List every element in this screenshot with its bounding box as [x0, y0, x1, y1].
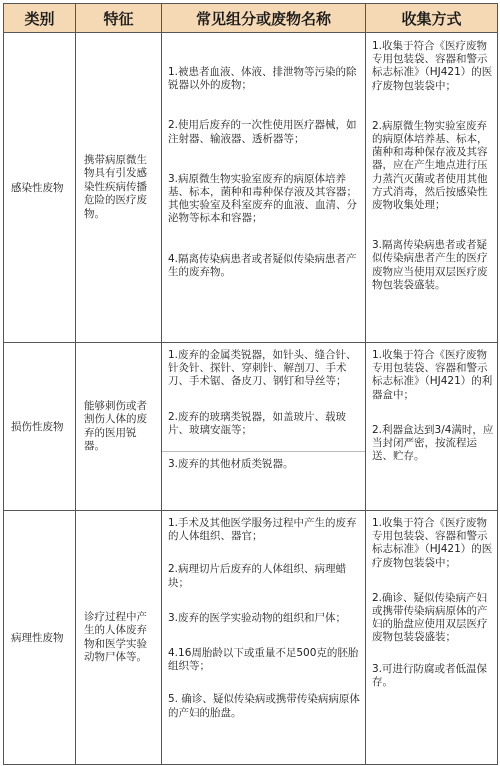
category-cell: 损伤性废物: [4, 343, 76, 511]
row-divider: [162, 451, 365, 452]
feature-cell: 携带病原微生物具有引发感染性疾病传播危险的医疗废物。: [76, 33, 162, 343]
component-item: 1.手术及其他医学服务过程中产生的废弃的人体组织、器官；: [168, 517, 357, 543]
method-item: 2.病原微生物实验室废弃的病原体培养基、标本，菌种和毒种保存液及其容器，应在产生地点进行压力蒸汽灭菌或者使用其他方式消毒，然后按感染性废物收集处理；: [372, 119, 488, 212]
method-cell: [366, 511, 498, 765]
feature-cell: 诊疗过程中产生的人体废弃物和医学实验动物尸体等。: [76, 511, 162, 765]
feature-cell: 能够刺伤或者割伤人体的废弃的医用锐器。: [76, 343, 162, 511]
component-item: 1.被患者血液、体液、排泄物等污染的除锐器以外的废物；: [168, 66, 357, 92]
header-row: [4, 4, 498, 33]
method-item: 1.收集于符合《医疗废物专用包装袋、容器和警示标志标准》（HJ421）的医疗废物包装袋中；: [372, 517, 493, 569]
table-row: [4, 511, 498, 765]
method-item: 3.隔离传染病患者或者疑似传染病患者产生的医疗废物应当使用双层医疗废物包装袋盛装。: [372, 239, 488, 291]
component-item: 4.16周胎龄以下或重量不足500克的胚胎组织等；: [168, 647, 359, 673]
medical-waste-table: [3, 3, 498, 765]
component-item: 5. 确诊、疑似传染病或携带传染病病原体的产妇的胎盘。: [168, 693, 360, 719]
component-item: 2.废弃的玻璃类锐器，如盖玻片、载玻片、玻璃安瓿等；: [168, 410, 347, 436]
category-cell: 病理性废物: [4, 511, 76, 765]
header-components: 常见组分或废物名称: [162, 4, 366, 33]
method-item: 1.收集于符合《医疗废物专用包装袋、容器和警示标志标准》（HJ421）的医疗废物包装袋中；: [372, 40, 493, 92]
method-cell: [366, 343, 498, 511]
component-item: 1.废弃的金属类锐器，如针头、缝合针、针灸针、探针、穿刺针、解剖刀、手术刀、手术锯、备皮刀、钢钉和导丝等；: [168, 349, 357, 388]
category-cell: 感染性废物: [4, 33, 76, 343]
header-method: 收集方式: [366, 4, 498, 33]
header-feature: 特征: [76, 4, 162, 33]
table-row: [4, 33, 498, 343]
header-category: 类别: [4, 4, 76, 33]
component-item: 3.病原微生物实验室废弃的病原体培养基、标本，菌种和毒种保存液及其容器；其他实验室及科室废弃的血液、血清、分泌物等标本和容器；: [168, 172, 357, 225]
component-item: 2.病理切片后废弃的人体组织、病理蜡块；: [168, 563, 347, 589]
component-item: 3.废弃的其他材质类锐器。: [168, 458, 294, 471]
component-item: 3.废弃的医学实验动物的组织和尸体；: [168, 611, 347, 624]
components-cell: [162, 33, 366, 343]
method-item: 2.确诊、疑似传染病产妇或携带传染病病原体的产妇的胎盘应使用双层医疗废物包装袋盛装；: [372, 591, 488, 644]
components-cell: [162, 343, 366, 511]
method-cell: [366, 33, 498, 343]
method-item: 2.利器盒达到3/4满时，应当封闭严密，按流程运送、贮存。: [372, 423, 494, 463]
component-item: 2.使用后废弃的一次性使用医疗器械，如注射器、输液器、透析器等；: [168, 119, 357, 145]
method-item: 1.收集于符合《医疗废物专用包装袋、容器和警示标志标准》（HJ421）的利器盒中；: [372, 349, 493, 401]
method-item: 3.可进行防腐或者低温保存。: [372, 662, 488, 688]
components-cell: [162, 511, 366, 765]
component-item: 4.隔离传染病患者或者疑似传染病患者产生的废弃物。: [168, 252, 357, 278]
table-row: [4, 343, 498, 511]
